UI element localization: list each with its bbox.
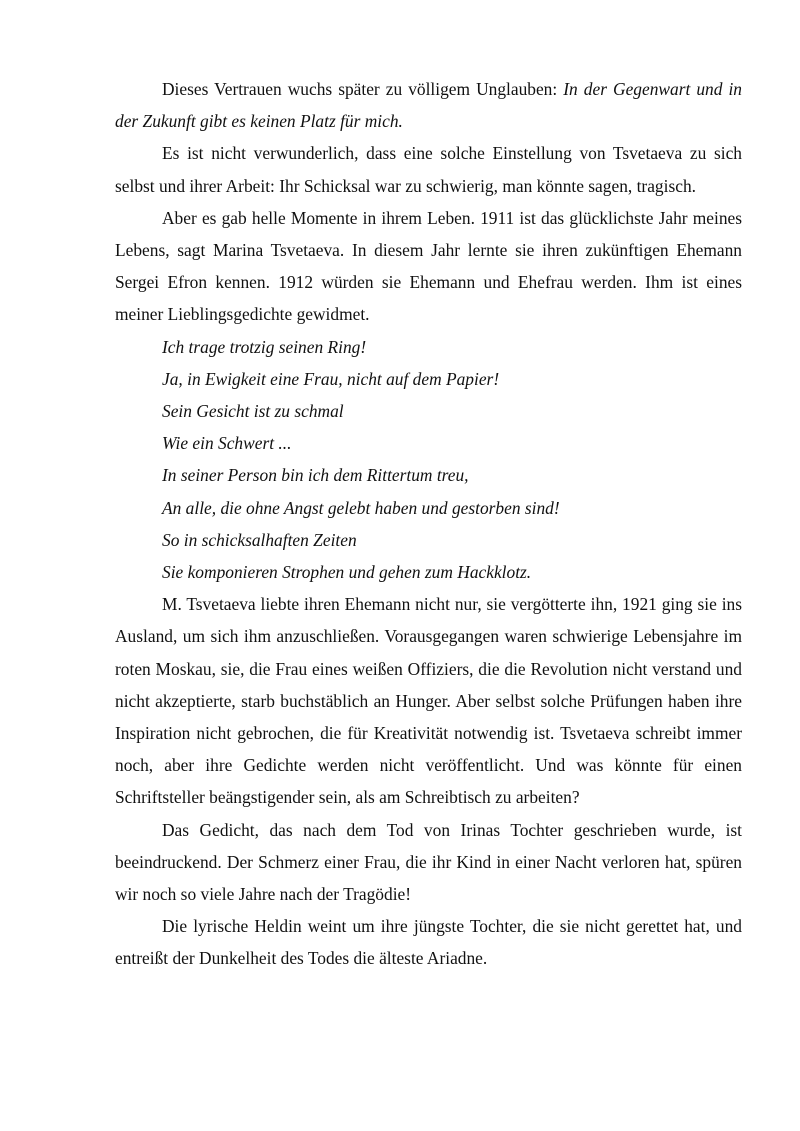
poem-line: Sein Gesicht ist zu schmal [162,401,344,422]
poem-line: Sie komponieren Strophen und gehen zum Hackklotz. [162,562,532,583]
paragraph-helle-momente: Aber es gab helle Momente in ihrem Leben. 1911 ist das glücklichste Jahr meines Lebens, sagt Marina Tsvetaeva. In diesem Jahr lernte sie ihren zukünftigen Ehemann Sergei Efron kennen. 1912 würden sie Ehemann und Ehefrau werden. Ihm ist eines meiner Lieblingsgedichte gewidmet. [115,207,742,325]
paragraph-ehemann: M. Tsvetaeva liebte ihren Ehemann nicht nur, sie vergötterte ihn, 1921 ging sie ins Ausland, um sich ihm anzuschließen. Vorausgegangen waren schwierige Lebensjahre im roten Moskau, sie, die Frau eines weißen Offiziers, die die Revolution nicht verstand und nicht akzeptierte, starb buchstäblich an Hunger. Aber selbst solche Prüfungen haben ihre Inspiration nicht gebrochen, die für Kreativität notwendig ist. Tsvetaeva schreibt immer noch, aber ihre Gedichte werden nicht veröffentlicht. Und was könnte für einen Schriftsteller beängstigender sein, als am Schreibtisch zu arbeiten? [115,594,742,808]
italic-quote: In der Gegenwart und in der Zukunft gibt es keinen Platz für mich. [115,79,742,132]
paragraph-vertrauen [115,73,742,137]
poem [115,331,742,589]
paragraph-einstellung: Es ist nicht verwunderlich, dass eine solche Einstellung von Tsvetaeva zu sich selbst und ihrer Arbeit: Ihr Schicksal war zu schwierig, man könnte sagen, tragisch. [115,143,742,196]
poem-line: Ja, in Ewigkeit eine Frau, nicht auf dem Papier! [162,368,500,389]
paragraph-heldin: Die lyrische Heldin weint um ihre jüngste Tochter, die sie nicht gerettet hat, und entreißt der Dunkelheit des Todes die älteste Ariadne. [115,916,742,969]
poem-line: An alle, die ohne Angst gelebt haben und gestorben sind! [162,497,560,518]
poem-line: So in schicksalhaften Zeiten [162,529,357,550]
poem-line: In seiner Person bin ich dem Rittertum treu, [162,465,469,486]
poem-line: Wie ein Schwert ... [162,433,292,454]
poem-line: Ich trage trotzig seinen Ring! [162,336,367,357]
paragraph-gedicht: Das Gedicht, das nach dem Tod von Irinas Tochter geschrieben wurde, ist beeindruckend. Der Schmerz einer Frau, die ihr Kind in einer Nacht verloren hat, spüren wir noch so viele Jahre nach der Tragödie! [115,819,742,905]
document-page [115,73,742,975]
paragraph-text: Dieses Vertrauen wuchs später zu völligem Unglauben: [162,79,564,99]
